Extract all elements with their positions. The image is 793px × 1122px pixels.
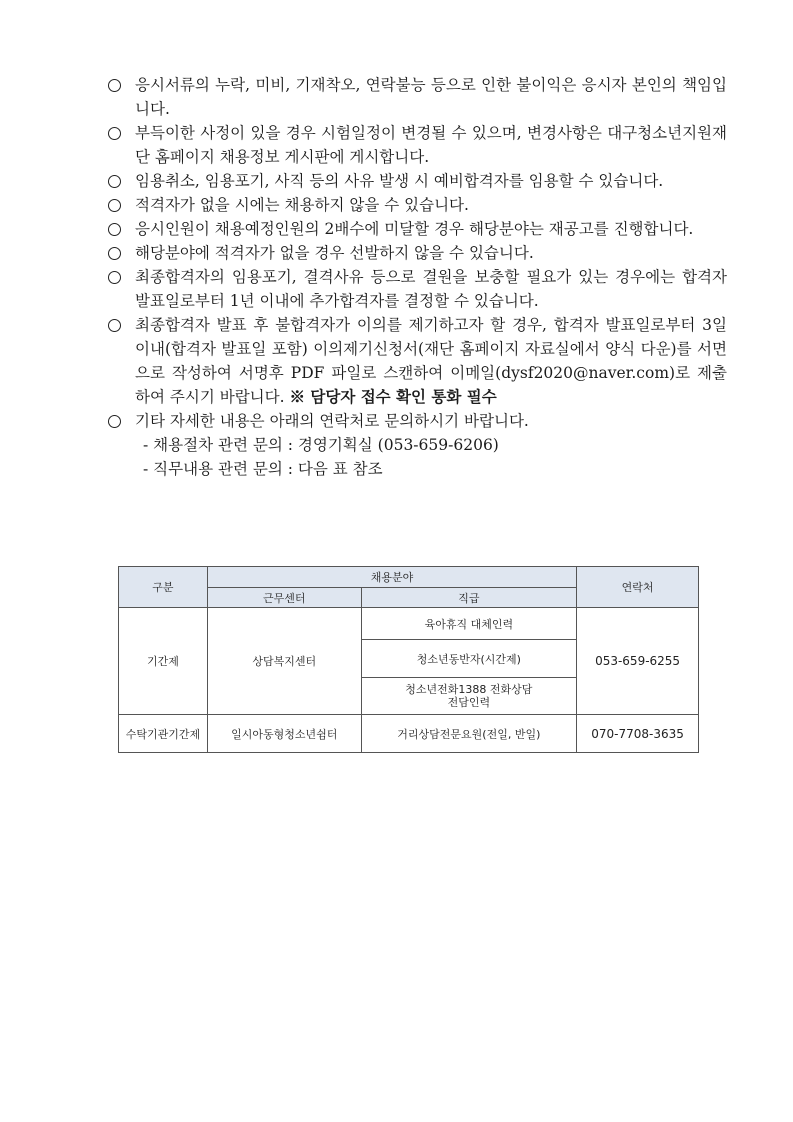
- header-center: 근무센터: [207, 588, 361, 608]
- cell-category: 수탁기관기간제: [119, 715, 208, 753]
- notice-item: 응시인원이 채용예정인원의 2배수에 미달할 경우 해당분야는 재공고를 진행합니다.: [105, 217, 727, 241]
- circle-bullet-icon: [108, 415, 121, 428]
- notice-emphasis: ※ 담당자 접수 확인 통화 필수: [289, 387, 497, 406]
- table-header-row: [119, 567, 699, 588]
- cell-center: 일시아동형청소년쉼터: [207, 715, 361, 753]
- header-position: 직급: [361, 588, 577, 608]
- circle-bullet-icon: [108, 199, 121, 212]
- notice-item: 적격자가 없을 시에는 채용하지 않을 수 있습니다.: [105, 193, 727, 217]
- notice-item: 임용취소, 임용포기, 사직 등의 사유 발생 시 예비합격자를 임용할 수 있습니다.: [105, 169, 727, 193]
- table-row: [119, 715, 699, 753]
- notice-item: 최종합격자 발표 후 불합격자가 이의를 제기하고자 할 경우, 합격자 발표일로부터 3일 이내(합격자 발표일 포함) 이의제기신청서(재단 홈페이지 자료실에서 양식 다운)를 서면으로 작성하여 서명후 PDF 파일로 스캔하여 이메일(dysf2020@naver.com)로 제출하여 주시기 바랍니다. ※ 담당자 접수 확인 통화 필수: [105, 313, 727, 409]
- cell-position: 거리상담전문요원(전일, 반일): [361, 715, 577, 753]
- circle-bullet-icon: [108, 127, 121, 140]
- recruitment-contact-table: [118, 566, 699, 753]
- circle-bullet-icon: [108, 319, 121, 332]
- contact-intro: 기타 자세한 내용은 아래의 연락처로 문의하시기 바랍니다.: [105, 409, 727, 433]
- circle-bullet-icon: [108, 247, 121, 260]
- table-row: [119, 608, 699, 640]
- cell-category: 기간제: [119, 608, 208, 715]
- notice-item: 응시서류의 누락, 미비, 기재착오, 연락불능 등으로 인한 불이익은 응시자 본인의 책임입니다.: [105, 73, 727, 121]
- circle-bullet-icon: [108, 79, 121, 92]
- notice-item: 최종합격자의 임용포기, 결격사유 등으로 결원을 보충할 필요가 있는 경우에는 합격자 발표일로부터 1년 이내에 추가합격자를 결정할 수 있습니다.: [105, 265, 727, 313]
- contact-line-procedure: - 채용절차 관련 문의 : 경영기획실 (053-659-6206): [143, 436, 499, 454]
- circle-bullet-icon: [108, 175, 121, 188]
- notice-item: 부득이한 사정이 있을 경우 시험일정이 변경될 수 있으며, 변경사항은 대구청소년지원재단 홈페이지 채용정보 게시판에 게시합니다.: [105, 121, 727, 169]
- notice-list: [105, 73, 727, 481]
- cell-contact: 053-659-6255: [577, 608, 699, 715]
- cell-center: 상담복지센터: [207, 608, 361, 715]
- header-field: 채용분야: [207, 567, 576, 588]
- cell-contact: 070-7708-3635: [577, 715, 699, 753]
- cell-position: 청소년전화1388 전화상담 전담인력: [361, 678, 577, 715]
- notice-item: 해당분야에 적격자가 없을 경우 선발하지 않을 수 있습니다.: [105, 241, 727, 265]
- cell-position: 육아휴직 대체인력: [361, 608, 577, 640]
- header-contact: 연락처: [577, 567, 699, 608]
- cell-position: 청소년동반자(시간제): [361, 640, 577, 678]
- circle-bullet-icon: [108, 223, 121, 236]
- contact-line-duty: - 직무내용 관련 문의 : 다음 표 참조: [143, 460, 383, 478]
- circle-bullet-icon: [108, 271, 121, 284]
- header-category: 구분: [119, 567, 208, 608]
